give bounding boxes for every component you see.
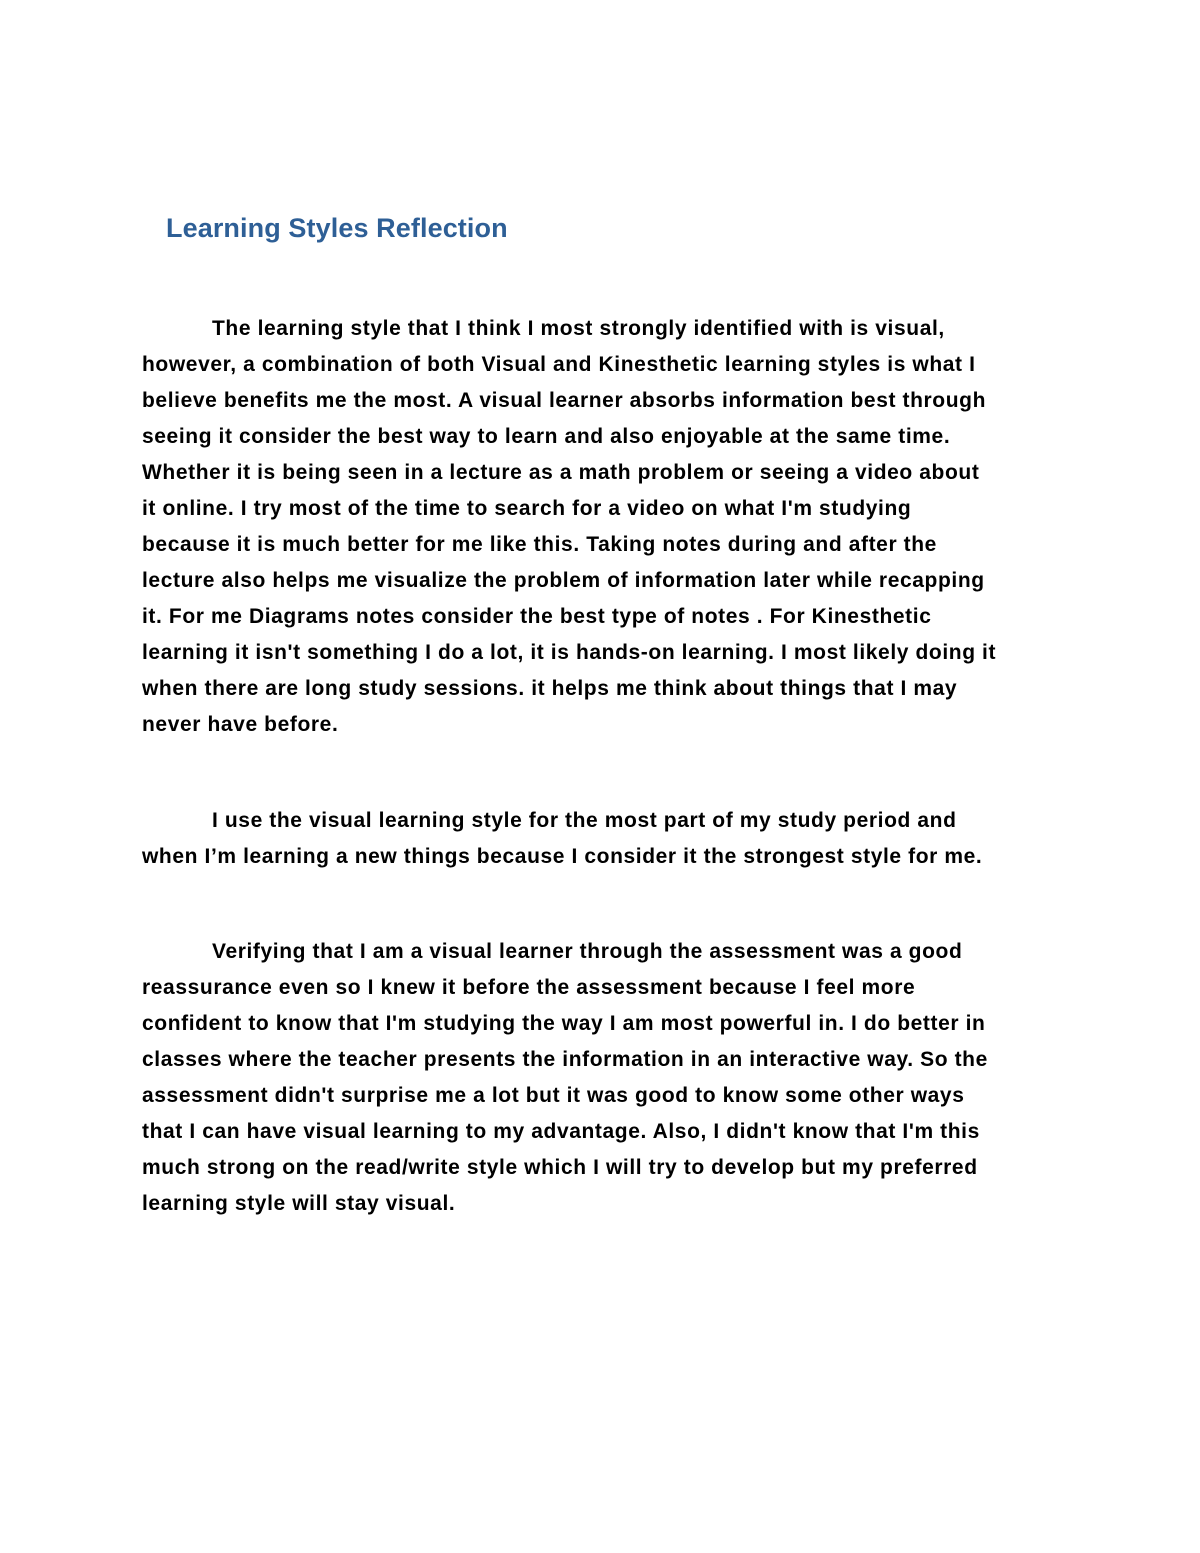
paragraph-line: that I can have visual learning to my advantage. Also, I didn't know that I'm this: [142, 1120, 980, 1143]
paragraph-2: [142, 803, 1142, 875]
paragraph-line: lecture also helps me visualize the problem of information later while recapping: [142, 569, 985, 592]
paragraph-line: because it is much better for me like this. Taking notes during and after the: [142, 533, 937, 556]
paragraph-line: however, a combination of both Visual and Kinesthetic learning styles is what I: [142, 353, 976, 376]
paragraph-line: much strong on the read/write style which I will try to develop but my preferred: [142, 1156, 978, 1179]
document-title: Learning Styles Reflection: [166, 213, 508, 243]
paragraph-line: it. For me Diagrams notes consider the best type of notes . For Kinesthetic: [142, 605, 932, 628]
paragraph-line: The learning style that I think I most strongly identified with is visual,: [212, 317, 945, 340]
paragraph-line: learning style will stay visual.: [142, 1192, 456, 1215]
paragraph-line: never have before.: [142, 713, 339, 736]
paragraph-line: confident to know that I'm studying the way I am most powerful in. I do better in: [142, 1012, 986, 1035]
paragraph-line: when there are long study sessions. it helps me think about things that I may: [142, 677, 958, 700]
paragraph-1: [142, 311, 1142, 743]
paragraph-line: learning it isn't something I do a lot, it is hands-on learning. I most likely doing it: [142, 641, 997, 664]
paragraph-line: believe benefits me the most. A visual learner absorbs information best through: [142, 389, 987, 412]
paragraph-line: classes where the teacher presents the information in an interactive way. So the: [142, 1048, 988, 1071]
paragraph-line: assessment didn't surprise me a lot but it was good to know some other ways: [142, 1084, 965, 1107]
paragraph-line: when I’m learning a new things because I consider it the strongest style for me.: [142, 845, 983, 868]
paragraph-line: it online. I try most of the time to search for a video on what I'm studying: [142, 497, 912, 520]
paragraph-line: reassurance even so I knew it before the assessment because I feel more: [142, 976, 916, 999]
paragraph-line: Verifying that I am a visual learner through the assessment was a good: [212, 940, 963, 963]
paragraph-3: [142, 934, 1142, 1222]
paragraph-line: I use the visual learning style for the most part of my study period and: [212, 809, 957, 832]
paragraph-line: seeing it consider the best way to learn and also enjoyable at the same time.: [142, 425, 951, 448]
paragraph-line: Whether it is being seen in a lecture as a math problem or seeing a video about: [142, 461, 980, 484]
